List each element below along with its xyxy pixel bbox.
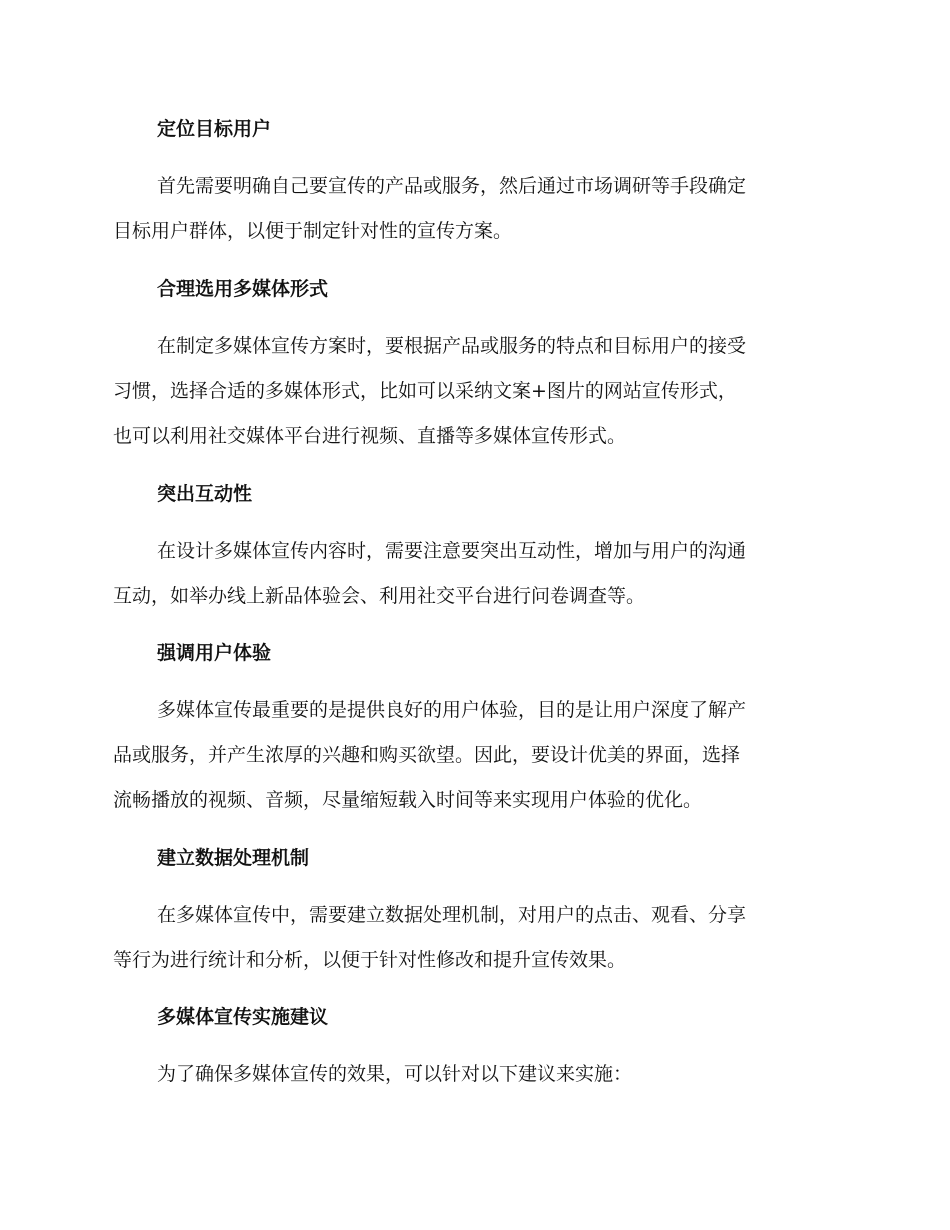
section-paragraph <box>113 688 833 823</box>
paragraph-line: 互动，如举办线上新品体验会、利用社交平台进行问卷调查等。 <box>113 585 646 607</box>
paragraph-line: 首先需要明确自己要宣传的产品或服务，然后通过市场调研等手段确定 <box>157 175 747 197</box>
section-heading: 合理选用多媒体形式 <box>157 278 329 300</box>
section-heading: 建立数据处理机制 <box>157 847 310 869</box>
section-paragraph <box>113 893 833 983</box>
paragraph-line: 习惯，选择合适的多媒体形式，比如可以采纳文案+图片的网站宣传形式， <box>113 380 737 402</box>
section-paragraph <box>113 529 833 619</box>
section-heading: 强调用户体验 <box>157 642 272 664</box>
paragraph-line: 在设计多媒体宣传内容时，需要注意要突出互动性，增加与用户的沟通 <box>157 540 747 562</box>
paragraph-line: 目标用户群体，以便于制定针对性的宣传方案。 <box>113 220 513 242</box>
section-paragraph <box>113 324 833 459</box>
section-heading: 突出互动性 <box>157 483 253 505</box>
paragraph-line: 在多媒体宣传中，需要建立数据处理机制，对用户的点击、观看、分享 <box>157 904 747 926</box>
section-paragraph <box>113 1052 833 1097</box>
paragraph-line: 等行为进行统计和分析，以便于针对性修改和提升宣传效果。 <box>113 949 627 971</box>
paragraph-line: 品或服务，并产生浓厚的兴趣和购买欲望。因此，要设计优美的界面，选择 <box>113 744 741 766</box>
section-paragraph <box>113 164 833 254</box>
paragraph-line: 为了确保多媒体宣传的效果，可以针对以下建议来实施： <box>157 1063 633 1085</box>
paragraph-line: 流畅播放的视频、音频，尽量缩短载入时间等来实现用户体验的优化。 <box>113 789 703 811</box>
paragraph-line: 多媒体宣传最重要的是提供良好的用户体验，目的是让用户深度了解产 <box>157 699 747 721</box>
section-heading: 定位目标用户 <box>157 118 272 140</box>
paragraph-line: 在制定多媒体宣传方案时，要根据产品或服务的特点和目标用户的接受 <box>157 335 747 357</box>
section-heading: 多媒体宣传实施建议 <box>157 1006 329 1028</box>
paragraph-line: 也可以利用社交媒体平台进行视频、直播等多媒体宣传形式。 <box>113 425 627 447</box>
